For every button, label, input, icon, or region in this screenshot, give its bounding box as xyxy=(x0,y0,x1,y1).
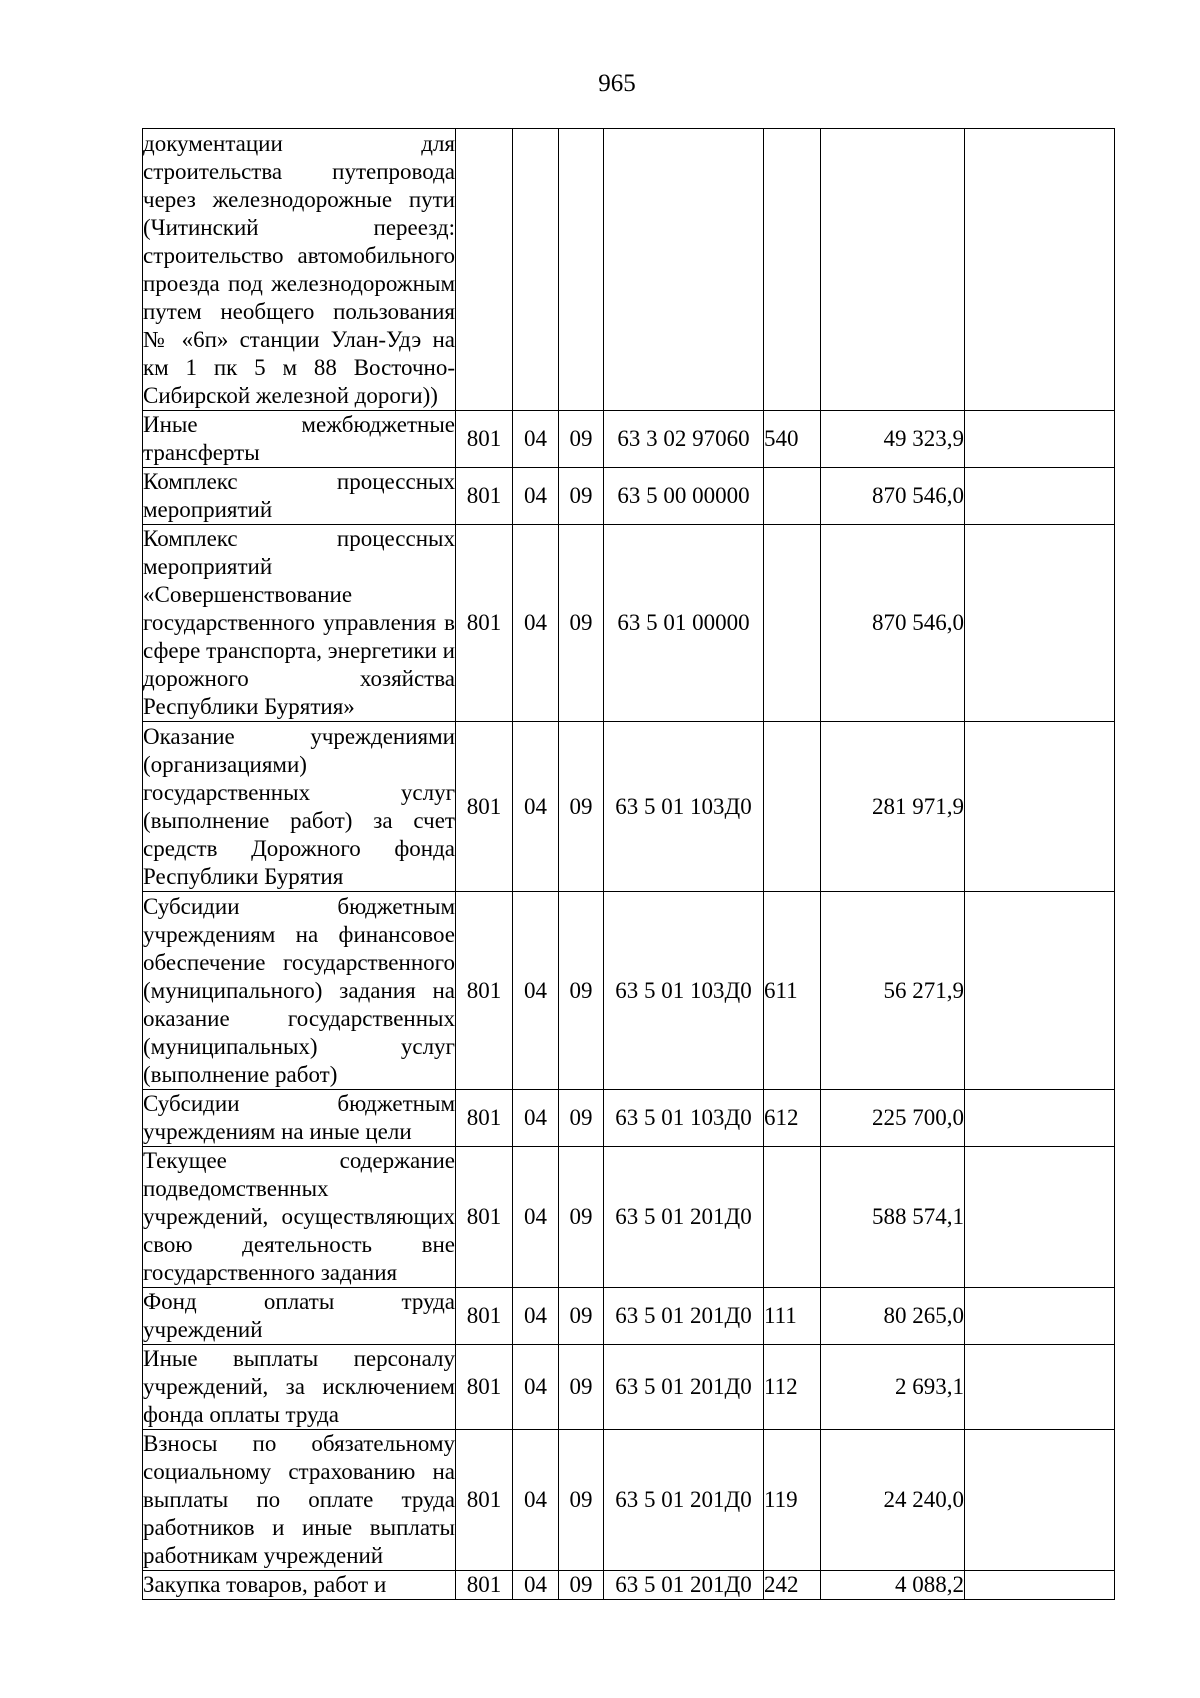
row-extra xyxy=(965,525,1115,722)
row-grbs: 801 xyxy=(456,1288,513,1345)
row-vr: 540 xyxy=(764,411,821,468)
row-amount: 2 693,1 xyxy=(821,1345,965,1430)
table-row xyxy=(143,892,1115,1090)
row-amount xyxy=(821,129,965,411)
row-csr: 63 5 01 201Д0 xyxy=(604,1571,764,1600)
row-name: Субсидии бюджетным учреждениям на иные цели xyxy=(143,1090,456,1147)
row-name: документации для строительства путепровода через железнодорожные пути (Читинский переезд: строительство автомобильного проезда под железнодорожным путем необщего пользования № «6п» станции Улан-Удэ на км 1 пк 5 м 88 Восточно-Сибирской железной дороги)) xyxy=(143,129,456,411)
row-rz xyxy=(513,129,559,411)
row-vr: 612 xyxy=(764,1090,821,1147)
page-number: 965 xyxy=(598,70,636,97)
row-extra xyxy=(965,411,1115,468)
row-rz: 04 xyxy=(513,1430,559,1571)
row-pr: 09 xyxy=(559,1345,604,1430)
row-csr xyxy=(604,129,764,411)
row-grbs: 801 xyxy=(456,1090,513,1147)
row-rz: 04 xyxy=(513,411,559,468)
row-name: Иные выплаты персоналу учреждений, за исключением фонда оплаты труда xyxy=(143,1345,456,1430)
row-amount: 56 271,9 xyxy=(821,892,965,1090)
row-rz: 04 xyxy=(513,1571,559,1600)
row-name: Закупка товаров, работ и xyxy=(143,1571,456,1600)
row-vr xyxy=(764,1147,821,1288)
row-name: Иные межбюджетные трансферты xyxy=(143,411,456,468)
row-extra xyxy=(965,1430,1115,1571)
table-row xyxy=(143,1345,1115,1430)
row-grbs: 801 xyxy=(456,1147,513,1288)
row-rz: 04 xyxy=(513,1090,559,1147)
table-row xyxy=(143,1288,1115,1345)
row-rz: 04 xyxy=(513,525,559,722)
row-extra xyxy=(965,468,1115,525)
row-csr: 63 5 01 103Д0 xyxy=(604,1090,764,1147)
row-pr: 09 xyxy=(559,722,604,892)
row-amount: 4 088,2 xyxy=(821,1571,965,1600)
row-extra xyxy=(965,1147,1115,1288)
row-grbs: 801 xyxy=(456,1571,513,1600)
row-extra xyxy=(965,722,1115,892)
row-vr: 119 xyxy=(764,1430,821,1571)
row-extra xyxy=(965,1288,1115,1345)
row-pr: 09 xyxy=(559,411,604,468)
row-extra xyxy=(965,129,1115,411)
row-rz: 04 xyxy=(513,468,559,525)
table-row xyxy=(143,525,1115,722)
row-grbs xyxy=(456,129,513,411)
row-name: Субсидии бюджетным учреждениям на финансовое обеспечение государственного (муниципального) задания на оказание государственных (муниципальных) услуг (выполнение работ) xyxy=(143,892,456,1090)
row-grbs: 801 xyxy=(456,892,513,1090)
row-csr: 63 5 01 00000 xyxy=(604,525,764,722)
row-csr: 63 5 01 103Д0 xyxy=(604,892,764,1090)
row-rz: 04 xyxy=(513,892,559,1090)
row-rz: 04 xyxy=(513,722,559,892)
row-grbs: 801 xyxy=(456,1345,513,1430)
row-name: Комплекс процессных мероприятий «Совершенствование государственного управления в сфере транспорта, энергетики и дорожного хозяйства Республики Бурятия» xyxy=(143,525,456,722)
row-csr: 63 5 01 201Д0 xyxy=(604,1147,764,1288)
row-extra xyxy=(965,1571,1115,1600)
row-rz: 04 xyxy=(513,1288,559,1345)
row-name: Фонд оплаты труда учреждений xyxy=(143,1288,456,1345)
row-amount: 49 323,9 xyxy=(821,411,965,468)
row-csr: 63 5 00 00000 xyxy=(604,468,764,525)
row-pr: 09 xyxy=(559,525,604,722)
row-csr: 63 5 01 201Д0 xyxy=(604,1430,764,1571)
row-name: Оказание учреждениями (организациями) государственных услуг (выполнение работ) за счет средств Дорожного фонда Республики Бурятия xyxy=(143,722,456,892)
row-amount: 870 546,0 xyxy=(821,525,965,722)
row-csr: 63 5 01 201Д0 xyxy=(604,1345,764,1430)
row-pr: 09 xyxy=(559,1571,604,1600)
row-vr: 242 xyxy=(764,1571,821,1600)
row-amount: 870 546,0 xyxy=(821,468,965,525)
table-row xyxy=(143,129,1115,411)
row-rz: 04 xyxy=(513,1345,559,1430)
table-row xyxy=(143,1430,1115,1571)
row-name: Взносы по обязательному социальному страхованию на выплаты по оплате труда работников и иные выплаты работникам учреждений xyxy=(143,1430,456,1571)
row-grbs: 801 xyxy=(456,411,513,468)
table-row xyxy=(143,722,1115,892)
row-pr: 09 xyxy=(559,1147,604,1288)
row-name: Текущее содержание подведомственных учреждений, осуществляющих свою деятельность вне государственного задания xyxy=(143,1147,456,1288)
row-vr xyxy=(764,722,821,892)
table-row xyxy=(143,1571,1115,1600)
row-pr xyxy=(559,129,604,411)
row-rz: 04 xyxy=(513,1147,559,1288)
row-extra xyxy=(965,1090,1115,1147)
table-row xyxy=(143,411,1115,468)
row-amount: 80 265,0 xyxy=(821,1288,965,1345)
budget-table-body xyxy=(143,129,1115,1600)
row-extra xyxy=(965,892,1115,1090)
row-grbs: 801 xyxy=(456,722,513,892)
table-row xyxy=(143,468,1115,525)
table-row xyxy=(143,1147,1115,1288)
row-vr xyxy=(764,525,821,722)
row-pr: 09 xyxy=(559,1430,604,1571)
row-csr: 63 5 01 103Д0 xyxy=(604,722,764,892)
row-name: Комплекс процессных мероприятий xyxy=(143,468,456,525)
row-vr: 112 xyxy=(764,1345,821,1430)
row-amount: 588 574,1 xyxy=(821,1147,965,1288)
row-csr: 63 3 02 97060 xyxy=(604,411,764,468)
row-grbs: 801 xyxy=(456,468,513,525)
row-vr: 111 xyxy=(764,1288,821,1345)
row-csr: 63 5 01 201Д0 xyxy=(604,1288,764,1345)
row-pr: 09 xyxy=(559,892,604,1090)
row-pr: 09 xyxy=(559,1288,604,1345)
row-amount: 281 971,9 xyxy=(821,722,965,892)
row-grbs: 801 xyxy=(456,1430,513,1571)
table-row xyxy=(143,1090,1115,1147)
row-amount: 24 240,0 xyxy=(821,1430,965,1571)
row-vr xyxy=(764,129,821,411)
row-vr: 611 xyxy=(764,892,821,1090)
row-pr: 09 xyxy=(559,1090,604,1147)
row-pr: 09 xyxy=(559,468,604,525)
row-vr xyxy=(764,468,821,525)
row-extra xyxy=(965,1345,1115,1430)
budget-table xyxy=(142,128,1115,1600)
row-grbs: 801 xyxy=(456,525,513,722)
row-amount: 225 700,0 xyxy=(821,1090,965,1147)
